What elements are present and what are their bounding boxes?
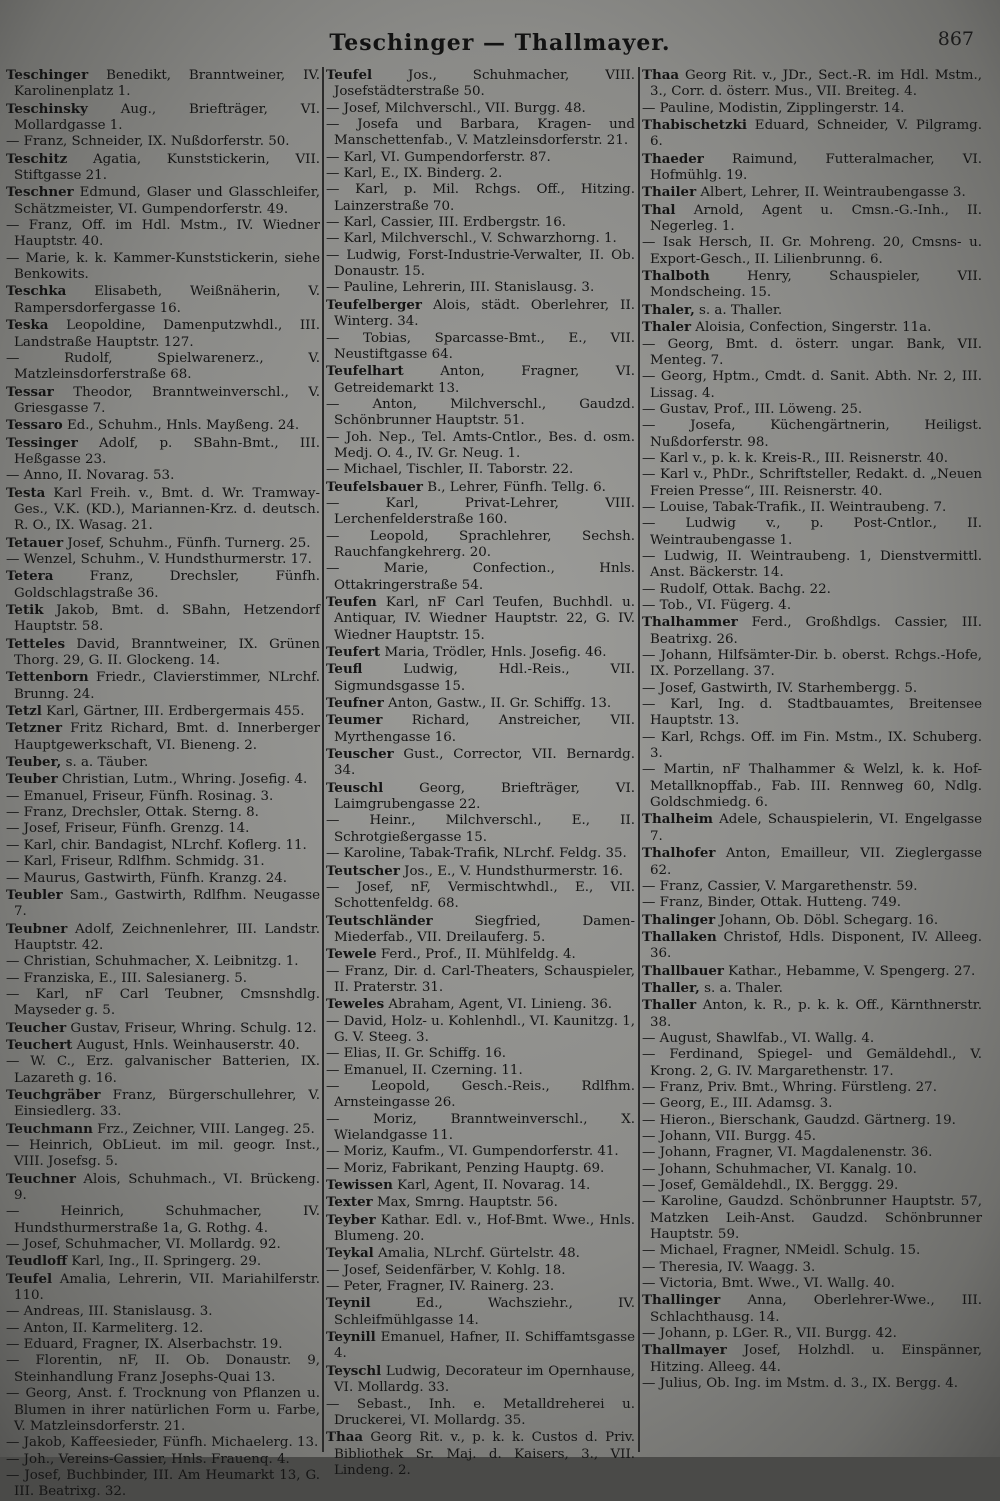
directory-entry: Teufel Amalia, Lehrerin, VII. Mariahilferstr. 110.	[6, 1270, 320, 1304]
directory-entry: — Karl, Milchverschl., V. Schwarzhorng. 1.	[326, 231, 617, 247]
directory-entry: Thaller Anton, k. R., p. k. k. Off., Kärnthnerstr. 38.	[642, 997, 982, 1030]
entry-surname: Thaller	[642, 997, 697, 1014]
directory-entry: — Theresia, IV. Waagg. 3.	[642, 1259, 816, 1275]
directory-entry: — Karl, Rchgs. Off. im Fin. Mstm., IX. Schuberg. 3.	[642, 729, 982, 762]
directory-entry: Texter Max, Smrng. Hauptstr. 56.	[326, 1194, 558, 1211]
directory-entry: — Marie, k. k. Kammer-Kunststickerin, siehe Benkowits.	[6, 250, 320, 283]
column-2	[326, 67, 635, 1478]
directory-entry: Teufert Maria, Trödler, Hnls. Josefig. 46.	[326, 644, 607, 661]
directory-entry: — Josef, Seidenfärber, V. Kohlg. 18.	[326, 1262, 566, 1278]
entry-surname: Teschinger	[6, 67, 89, 83]
entry-surname: Tessinger	[6, 434, 78, 451]
entry-surname: Teufen	[326, 594, 377, 610]
directory-entry: — Georg, Bmt. d. österr. ungar. Bank, VII. Menteg. 7.	[642, 336, 982, 368]
directory-entry: Teufner Anton, Gastw., II. Gr. Schiffg. 13.	[326, 695, 612, 712]
directory-entry: — Moriz, Branntweinverschl., X. Wielandgasse 11.	[326, 1111, 635, 1143]
directory-entry: Thalboth Henry, Schauspieler, VII. Mondscheing. 15.	[642, 268, 982, 301]
directory-entry: Thaler Aloisia, Confection, Singerstr. 11a.	[642, 319, 932, 336]
directory-entry: — Georg, E., III. Adamsg. 3.	[642, 1096, 833, 1112]
directory-entry: Teyschl Ludwig, Decorateur im Opernhause, VI. Mollardg. 33.	[326, 1362, 635, 1396]
column-1	[6, 67, 320, 1500]
directory-entry: — Martin, nF Thalhammer & Welzl, k. k. Hof-Metallknopffab., Fab. III. Rennweg 60, Ndlg. Goldschmiedg. 6.	[642, 762, 982, 811]
directory-entry: — Karl, Friseur, Rdlfhm. Schmidg. 31.	[6, 854, 265, 870]
directory-entry: — Ludwig, Forst-Industrie-Verwalter, II. Ob. Donaustr. 15.	[326, 247, 635, 280]
entry-surname: Thaler	[642, 319, 692, 336]
page-header	[0, 26, 1000, 66]
directory-entry: Teufelberger Alois, städt. Oberlehrer, II. Winterg. 34.	[326, 296, 635, 330]
directory-entry: Teutscher Jos., E., V. Hundsthurmerstr. 16.	[326, 862, 624, 879]
entry-surname: Tetera	[6, 568, 54, 585]
entry-surname: Thaa	[326, 1429, 364, 1446]
directory-entry: Thalhofer Anton, Emailleur, VII. Zieglergasse 62.	[642, 845, 982, 878]
entry-surname: Teuchmann	[6, 1120, 93, 1137]
directory-entry: — Wenzel, Schuhm., V. Hundsthurmerstr. 17.	[6, 551, 312, 567]
directory-entry: — Josef, Gastwirth, IV. Starhembergg. 5.	[642, 680, 918, 696]
directory-entry: Teschinsky Aug., Briefträger, VI. Mollardgasse 1.	[6, 100, 320, 134]
directory-entry: Teynill Emanuel, Hafner, II. Schiffamtsgasse 4.	[326, 1329, 635, 1362]
entry-surname: Teufel	[6, 1270, 53, 1287]
entry-surname: Teucher	[6, 1019, 67, 1036]
directory-entry: — Emanuel, Friseur, Fünfh. Rosinag. 3.	[6, 788, 274, 804]
directory-entry: — Leopold, Gesch.-Reis., Rdlfhm. Arnsteingasse 26.	[326, 1078, 635, 1111]
directory-entry: — Josef, Schuhmacher, VI. Mollardg. 92.	[6, 1237, 281, 1253]
entry-surname: Tettenborn	[6, 669, 89, 686]
page-number: 867	[937, 28, 974, 50]
directory-entry: Tewissen Karl, Agent, II. Novarag. 14.	[326, 1177, 591, 1194]
entry-surname: Tessar	[6, 383, 54, 400]
directory-entry: — Karoline, Gaudzd. Schönbrunner Hauptstr. 57, Matzken Leih-Anst. Gaudzd. Schönbrunner Hauptstr. 59.	[642, 1194, 982, 1243]
directory-entry: — Michael, Tischler, II. Taborstr. 22.	[326, 462, 574, 478]
entry-surname: Teufner	[326, 695, 384, 712]
entry-surname: Teynil	[326, 1295, 371, 1312]
directory-entry: Thalinger Johann, Ob. Döbl. Schegarg. 16.	[642, 911, 939, 928]
running-head: Teschinger — Thallmayer.	[329, 30, 671, 56]
directory-entry: Teschitz Agatia, Kunststickerin, VII. Stiftgasse 21.	[6, 150, 320, 184]
directory-entry: — Franz, Off. im Hdl. Mstm., IV. Wiedner Hauptstr. 40.	[6, 218, 320, 250]
entry-surname: Teumer	[326, 712, 383, 729]
directory-entry: — Anton, Milchverschl., Gaudzd. Schönbrunner Hauptstr. 51.	[326, 396, 635, 429]
directory-entry: Thallmayer Josef, Holzhdl. u. Einspänner, Hitzing. Alleeg. 44.	[642, 1342, 982, 1375]
directory-entry: Teubner Adolf, Zeichnenlehrer, III. Landstr. Hauptstr. 42.	[6, 920, 320, 953]
directory-entry: Teska Leopoldine, Damenputzwhdl., III. Landstraße Hauptstr. 127.	[6, 317, 320, 350]
directory-entry: Teschinger Benedikt, Branntweiner, IV. Karolinenplatz 1.	[6, 67, 320, 100]
directory-entry: Tetik Jakob, Bmt. d. SBahn, Hetzendorf Hauptstr. 58.	[6, 602, 320, 635]
directory-entry: Teufel Jos., Schuhmacher, VIII. Josefstädterstraße 50.	[326, 67, 635, 100]
directory-entry: — August, Shawlfab., VI. Wallg. 4.	[642, 1030, 875, 1046]
directory-entry: — Karl, Ing. d. Stadtbauamtes, Breitensee Hauptstr. 13.	[642, 697, 982, 729]
directory-entry: Tetauer Josef, Schuhm., Fünfh. Turnerg. 25.	[6, 534, 311, 551]
directory-entry: Teuscher Gust., Corrector, VII. Bernardg. 34.	[326, 746, 635, 779]
entry-surname: Thaller,	[642, 979, 700, 996]
directory-entry: Thallaken Christof, Hdls. Disponent, IV. Alleeg. 36.	[642, 928, 982, 962]
directory-entry: — Heinr., Milchverschl., E., II. Schrotgießergasse 15.	[326, 813, 635, 845]
entry-surname: Teuscher	[326, 746, 394, 763]
directory-entry: — Marie, Confection., Hnls. Ottakringerstraße 54.	[326, 561, 635, 593]
directory-entry: Teuchgräber Franz, Bürgerschullehrer, V. Einsiedlerg. 33.	[6, 1086, 320, 1120]
directory-entry: — Joh., Vereins-Cassier, Hnls. Frauenq. 4.	[6, 1451, 290, 1467]
directory-entry: — David, Holz- u. Kohlenhdl., VI. Kaunitzg. 1, G. V. Steeg. 3.	[326, 1013, 635, 1045]
directory-entry: — Emanuel, II. Czerning. 11.	[326, 1062, 523, 1078]
directory-entry: — Ferdinand, Spiegel- und Gemäldehdl., V. Krong. 2, G. IV. Margarethenstr. 17.	[642, 1047, 982, 1079]
directory-entry: — Johann, Fragner, VI. Magdalenenstr. 36.	[642, 1145, 933, 1161]
directory-entry: Teuchert August, Hnls. Weinhauserstr. 40.	[6, 1036, 300, 1053]
directory-entry: — Josef, Gemäldehdl., IX. Berggg. 29.	[642, 1178, 899, 1194]
directory-entry: — Anno, II. Novarag. 53.	[6, 468, 175, 484]
entry-surname: Thalhammer	[642, 614, 738, 631]
entry-surname: Teuber	[6, 771, 58, 788]
directory-entry: — Eduard, Fragner, IX. Alserbachstr. 19.	[6, 1337, 283, 1353]
directory-entry: — Peter, Fragner, IV. Rainerg. 23.	[326, 1279, 555, 1295]
directory-entry: — Franz, Binder, Ottak. Hutteng. 749.	[642, 895, 902, 911]
directory-entry: — W. C., Erz. galvanischer Batterien, IX. Lazareth g. 16.	[6, 1054, 320, 1086]
directory-entry: — Franz, Priv. Bmt., Whring. Fürstleng. 27.	[642, 1079, 937, 1095]
directory-entry: Tessaro Ed., Schuhm., Hnls. Mayßeng. 24.	[6, 417, 300, 434]
entry-surname: Teuber,	[6, 754, 62, 771]
directory-entry: — Joh. Nep., Tel. Amts-Cntlor., Bes. d. osm. Medj. O. 4., IV. Gr. Neug. 1.	[326, 429, 635, 461]
directory-entry: — Pauline, Lehrerin, III. Stanislausg. 3.	[326, 280, 595, 296]
column-divider	[638, 67, 640, 1452]
entry-surname: Thal	[642, 201, 676, 218]
directory-entry: — Gustav, Prof., III. Löweng. 25.	[642, 401, 863, 417]
entry-surname: Teschitz	[6, 150, 68, 167]
directory-entry: — Franz, Cassier, V. Margarethenstr. 59.	[642, 878, 918, 894]
directory-entry: — Karl, Cassier, III. Erdbergstr. 16.	[326, 215, 567, 231]
directory-entry: — Josef, Friseur, Fünfh. Grenzg. 14.	[6, 821, 250, 837]
directory-entry: Teuber Christian, Lutm., Whring. Josefig. 4.	[6, 771, 308, 788]
entry-surname: Tetauer	[6, 534, 64, 551]
entry-surname: Thabischetzki	[642, 117, 747, 134]
directory-entry: Teykal Amalia, NLrchf. Gürtelstr. 48.	[326, 1245, 580, 1262]
entry-surname: Thalhofer	[642, 845, 716, 862]
directory-entry: — Karl v., PhDr., Schriftsteller, Redakt. d. „Neuen Freien Presse“, III. Reisnerstr. 40.	[642, 467, 982, 499]
directory-entry: — Heinrich, Schuhmacher, IV. Hundsthurmerstraße 1a, G. Rothg. 4.	[6, 1204, 320, 1236]
entry-surname: Thallaken	[642, 928, 717, 945]
directory-entry: Tewele Ferd., Prof., II. Mühlfeldg. 4.	[326, 946, 576, 963]
directory-entry: — Johann, VII. Burgg. 45.	[642, 1129, 817, 1144]
directory-entry: — Karl, Privat-Lehrer, VIII. Lerchenfelderstraße 160.	[326, 495, 635, 528]
entry-surname: Teuschl	[326, 779, 384, 796]
entry-surname: Thaeder	[642, 150, 704, 167]
entry-surname: Teufert	[326, 644, 381, 661]
entry-surname: Teykal	[326, 1245, 374, 1262]
directory-entry: — Jakob, Kaffeesieder, Fünfh. Michaelerg. 13.	[6, 1435, 319, 1451]
directory-entry: Teuchmann Frz., Zeichner, VIII. Langeg. 25.	[6, 1120, 315, 1137]
directory-entry: Teufen Karl, nF Carl Teufen, Buchhdl. u. Antiquar, IV. Wiedner Hauptstr. 22, G. IV. Wiedner Hauptstr. 15.	[326, 594, 635, 643]
directory-entry: — Georg, Hptm., Cmdt. d. Sanit. Abth. Nr. 2, III. Lissag. 4.	[642, 369, 982, 401]
entry-surname: Teutscher	[326, 862, 400, 879]
directory-entry: Teutschländer Siegfried, Damen-Miederfab., VII. Dreilauferg. 5.	[326, 912, 635, 945]
directory-entry: Teuber, s. a. Täuber.	[6, 754, 149, 771]
entry-surname: Thallinger	[642, 1292, 721, 1309]
directory-entry: Teuschl Georg, Briefträger, VI. Laimgrubengasse 22.	[326, 779, 635, 813]
columns-area	[6, 67, 990, 1500]
directory-entry: — Louise, Tabak-Trafik., II. Weintraubeng. 7.	[642, 499, 947, 515]
entry-surname: Teuchner	[6, 1170, 76, 1187]
entry-surname: Thaler,	[642, 301, 695, 318]
entry-surname: Tetzner	[6, 720, 63, 737]
directory-entry: Thailer Albert, Lehrer, II. Weintraubengasse 3.	[642, 184, 966, 201]
entry-surname: Teyber	[326, 1211, 376, 1228]
entry-surname: Thallbauer	[642, 962, 724, 979]
entry-surname: Teubner	[6, 920, 68, 937]
directory-entry: — Franz, Drechsler, Ottak. Sterng. 8.	[6, 805, 259, 821]
directory-entry: Tessinger Adolf, p. SBahn-Bmt., III. Heßgasse 23.	[6, 434, 320, 467]
directory-entry: — Karoline, Tabak-Trafik, NLrchf. Feldg. 35.	[326, 846, 627, 862]
directory-entry: — Rudolf, Spielwarenerz., V. Matzleinsdorferstraße 68.	[6, 350, 320, 383]
directory-entry: Teweles Abraham, Agent, VI. Linieng. 36.	[326, 996, 613, 1013]
directory-entry: Tessar Theodor, Branntweinverschl., V. Griesgasse 7.	[6, 383, 320, 416]
directory-entry: — Isak Hersch, II. Gr. Mohreng. 20, Cmsns- u. Export-Gesch., II. Lilienbrunng. 6.	[642, 235, 982, 267]
directory-entry: Teyber Kathar. Edl. v., Hof-Bmt. Wwe., Hnls. Blumeng. 20.	[326, 1211, 635, 1245]
entry-surname: Teschner	[6, 184, 74, 201]
entry-surname: Teufelhart	[326, 363, 404, 380]
entry-surname: Teutschländer	[326, 912, 433, 929]
entry-surname: Tewele	[326, 946, 377, 963]
directory-entry: Thabischetzki Eduard, Schneider, V. Pilgramg. 6.	[642, 117, 982, 150]
directory-entry: — Hieron., Bierschank, Gaudzd. Gärtnerg. 19.	[642, 1112, 956, 1128]
directory-entry: — Josefa, Küchengärtnerin, Heiligst. Nußdorferstr. 98.	[642, 418, 982, 450]
entry-surname: Teweles	[326, 996, 385, 1013]
directory-entry: — Franz, Dir. d. Carl-Theaters, Schauspieler, II. Praterstr. 31.	[326, 963, 635, 995]
directory-entry: — Julius, Ob. Ing. im Mstm. d. 3., IX. Bergg. 4.	[642, 1376, 958, 1392]
directory-entry: — Rudolf, Ottak. Bachg. 22.	[642, 581, 831, 597]
directory-entry: — Ludwig v., p. Post-Cntlor., II. Weintraubengasse 1.	[642, 516, 982, 548]
directory-entry: — Karl v., p. k. k. Kreis-R., III. Reisnerstr. 40.	[642, 450, 949, 466]
directory-entry: — Georg, Anst. f. Trocknung von Pflanzen u. Blumen in ihrer natürlichen Form u. Farbe, V. Matzleinsdorferstr. 21.	[6, 1386, 320, 1434]
entry-surname: Teska	[6, 317, 49, 334]
entry-surname: Tetteles	[6, 635, 65, 652]
directory-entry: — Josef, Milchverschl., VII. Burgg. 48.	[326, 100, 586, 116]
entry-surname: Texter	[326, 1194, 373, 1211]
directory-entry: — Josef, Buchbinder, III. Am Heumarkt 13, G. III. Beatrixg. 32.	[6, 1467, 320, 1500]
directory-entry: Teynil Ed., Wachsziehr., IV. Schleifmühlgasse 14.	[326, 1295, 635, 1328]
directory-entry: — Johann, Hilfsämter-Dir. b. oberst. Rchgs.-Hofe, IX. Porzellang. 37.	[642, 648, 982, 680]
entry-surname: Testa	[6, 484, 46, 501]
directory-entry: — Andreas, III. Stanislausg. 3.	[6, 1304, 213, 1320]
directory-entry: — Florentin, nF, II. Ob. Donaustr. 9, Steinhandlung Franz Josephs-Quai 13.	[6, 1353, 320, 1385]
directory-entry: — Michael, Fragner, NMeidl. Schulg. 15.	[642, 1243, 921, 1259]
directory-entry: — Franz, Schneider, IX. Nußdorferstr. 50.	[6, 134, 290, 150]
entry-surname: Tewissen	[326, 1177, 393, 1194]
directory-entry: — Josefa und Barbara, Kragen- und Manschettenfab., V. Matzleinsdorferstr. 21.	[326, 117, 635, 149]
directory-entry: — Pauline, Modistin, Zipplingerstr. 14.	[642, 100, 905, 116]
directory-entry: Teucher Gustav, Friseur, Whring. Schulg. 12.	[6, 1019, 317, 1036]
directory-entry: Teufelsbauer B., Lehrer, Fünfh. Tellg. 6.	[326, 478, 606, 495]
directory-entry: Teufelhart Anton, Fragner, VI. Getreidemarkt 13.	[326, 363, 635, 396]
directory-entry: Tetzl Karl, Gärtner, III. Erdbergermais 455.	[6, 703, 305, 720]
directory-entry: Teumer Richard, Anstreicher, VII. Myrthengasse 16.	[326, 712, 635, 745]
entry-surname: Teubler	[6, 886, 63, 903]
entry-surname: Teufl	[326, 661, 363, 678]
directory-entry: Teschka Elisabeth, Weißnäherin, V. Rampersdorfergasse 16.	[6, 283, 320, 316]
column-divider	[322, 67, 324, 1452]
entry-surname: Teyschl	[326, 1362, 382, 1379]
directory-entry: Teudloff Karl, Ing., II. Springerg. 29.	[6, 1253, 262, 1270]
directory-entry: — Tob., VI. Fügerg. 4.	[642, 598, 792, 613]
directory-entry: — Josef, nF, Vermischtwhdl., E., VII. Schottenfeldg. 68.	[326, 879, 635, 912]
directory-entry: Teubler Sam., Gastwirth, Rdlfhm. Neugasse 7.	[6, 886, 320, 920]
directory-entry: Teschner Edmund, Glaser und Glasschleifer, Schätzmeister, VI. Gumpendorferstr. 49.	[6, 184, 320, 217]
directory-entry: — Christian, Schuhmacher, X. Leibnitzg. 1.	[6, 954, 299, 970]
entry-surname: Tetzl	[6, 703, 42, 720]
entry-surname: Teufelberger	[326, 296, 422, 313]
entry-surname: Thallmayer	[642, 1342, 727, 1359]
directory-entry: Thaa Georg Rit. v., JDr., Sect.-R. im Hdl. Mstm., 3., Corr. d. österr. Mus., VII. Breiteg. 4.	[642, 67, 982, 100]
entry-surname: Tessaro	[6, 417, 63, 434]
entry-surname: Tetik	[6, 602, 44, 618]
directory-entry: Tettenborn Friedr., Clavierstimmer, NLrchf. Brunng. 24.	[6, 669, 320, 702]
directory-entry: Tetzner Fritz Richard, Bmt. d. Innerberger Hauptgewerkschaft, VI. Bieneng. 2.	[6, 720, 320, 753]
directory-entry: — Leopold, Sprachlehrer, Sechsh. Rauchfangkehrerg. 20.	[326, 528, 635, 560]
directory-entry: — Elias, II. Gr. Schiffg. 16.	[326, 1046, 507, 1062]
entry-surname: Teynill	[326, 1329, 376, 1346]
directory-entry: Thalheim Adele, Schauspielerin, VI. Engelgasse 7.	[642, 811, 982, 844]
directory-entry: Thaa Georg Rit. v., p. k. k. Custos d. Priv. Bibliothek Sr. Maj. d. Kaisers, 3., VII. Lindeng. 2.	[326, 1429, 635, 1478]
entry-surname: Teudloff	[6, 1253, 68, 1270]
directory-entry: Teuchner Alois, Schuhmach., VI. Brückeng. 9.	[6, 1170, 320, 1204]
directory-entry: Thalhammer Ferd., Großhdlgs. Cassier, III. Beatrixg. 26.	[642, 614, 982, 647]
directory-entry: — Maurus, Gastwirth, Fünfh. Kranzg. 24.	[6, 870, 288, 886]
entry-surname: Thalinger	[642, 911, 716, 928]
entry-surname: Teuchert	[6, 1036, 73, 1053]
entry-surname: Teuchgräber	[6, 1086, 101, 1103]
directory-entry: — Karl, p. Mil. Rchgs. Off., Hitzing. Lainzerstraße 70.	[326, 182, 635, 214]
entry-surname: Thailer	[642, 184, 697, 201]
column-3	[642, 67, 982, 1452]
directory-entry: Testa Karl Freih. v., Bmt. d. Wr. Tramway-Ges., V.K. (KD.), Mariannen-Krz. d. deutsch. R. O., IX. Wasag. 21.	[6, 484, 320, 534]
directory-entry: — Victoria, Bmt. Wwe., VI. Wallg. 40.	[642, 1276, 895, 1292]
directory-entry: Thallbauer Kathar., Hebamme, V. Spengerg. 27.	[642, 962, 976, 979]
directory-entry: — Karl, E., IX. Binderg. 2.	[326, 166, 503, 182]
directory-entry: — Tobias, Sparcasse-Bmt., E., VII. Neustiftgasse 64.	[326, 330, 635, 362]
directory-entry: — Johann, p. LGer. R., VII. Burgg. 42.	[642, 1326, 897, 1342]
directory-entry: — Moriz, Kaufm., VI. Gumpendorferstr. 41.	[326, 1144, 619, 1160]
directory-entry: Tetera Franz, Drechsler, Fünfh. Goldschlagstraße 36.	[6, 568, 320, 601]
entry-surname: Teufelsbauer	[326, 478, 423, 495]
entry-surname: Thalboth	[642, 268, 710, 285]
directory-entry: Thaler, s. a. Thaller.	[642, 301, 783, 318]
directory-entry: Teufl Ludwig, Hdl.-Reis., VII. Sigmundsgasse 15.	[326, 661, 635, 694]
directory-entry: — Karl, chir. Bandagist, NLrchf. Koflerg. 11.	[6, 837, 307, 853]
entry-surname: Teschinsky	[6, 100, 88, 117]
entry-surname: Thalheim	[642, 811, 713, 828]
directory-entry: — Franziska, E., III. Salesianerg. 5.	[6, 970, 248, 986]
directory-entry: — Karl, nF Carl Teubner, Cmsnshdlg. Mayseder g. 5.	[6, 986, 320, 1019]
directory-entry: — Heinrich, ObLieut. im mil. geogr. Inst., VIII. Josefsg. 5.	[6, 1138, 320, 1170]
directory-entry: — Sebast., Inh. e. Metalldreherei u. Druckerei, VI. Mollardg. 35.	[326, 1396, 635, 1428]
directory-entry: — Ludwig, II. Weintraubeng. 1, Dienstvermittl. Anst. Bäckerstr. 14.	[642, 548, 982, 581]
directory-entry: — Anton, II. Karmeliterg. 12.	[6, 1320, 204, 1336]
entry-surname: Teschka	[6, 283, 67, 300]
directory-entry: — Moriz, Fabrikant, Penzing Hauptg. 69.	[326, 1160, 605, 1176]
directory-entry: Tetteles David, Branntweiner, IX. Grünen Thorg. 29, G. II. Glockeng. 14.	[6, 635, 320, 669]
directory-entry: — Karl, VI. Gumpendorferstr. 87.	[326, 149, 551, 165]
directory-entry: Thallinger Anna, Oberlehrer-Wwe., III. Schlachthausg. 14.	[642, 1292, 982, 1325]
directory-entry: Thal Arnold, Agent u. Cmsn.-G.-Inh., II. Negerleg. 1.	[642, 201, 982, 235]
directory-entry: Thaeder Raimund, Futteralmacher, VI. Hofmühlg. 19.	[642, 150, 982, 184]
directory-entry: — Johann, Schuhmacher, VI. Kanalg. 10.	[642, 1161, 917, 1177]
directory-entry: Thaller, s. a. Thaler.	[642, 979, 783, 996]
entry-surname: Teufel	[326, 67, 373, 83]
entry-surname: Thaa	[642, 67, 680, 83]
